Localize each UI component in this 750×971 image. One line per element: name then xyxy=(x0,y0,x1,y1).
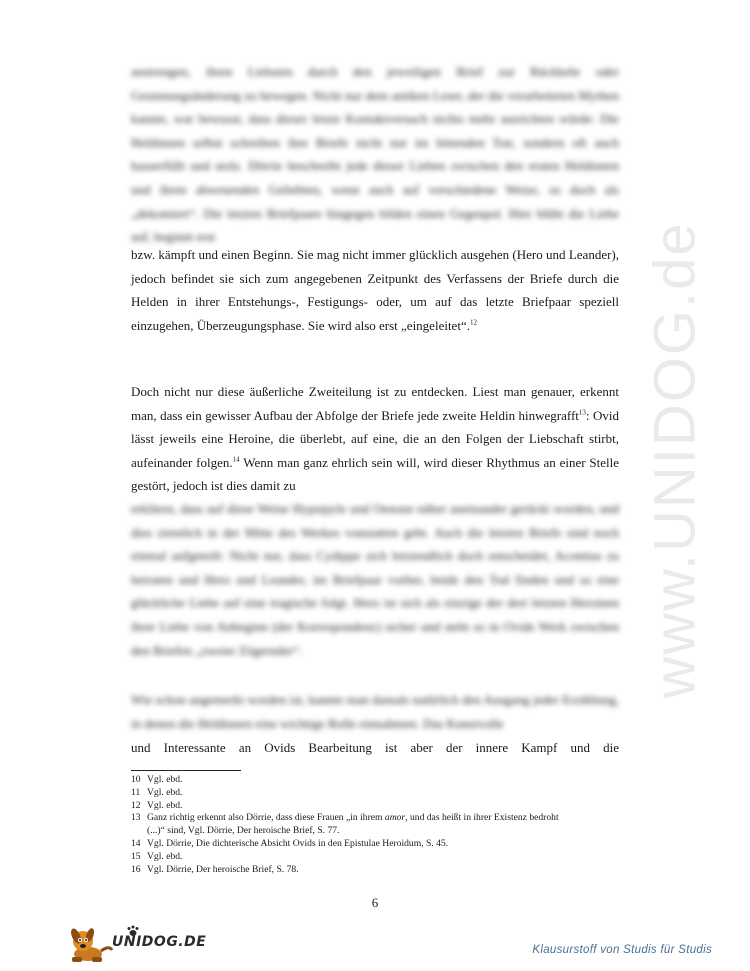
body-paragraph-2-part-1: Doch nicht nur diese äußerliche Zweiteilung ist zu entdecken. Liest man genauer, erkennt man, dass ein gewisser Aufbau der Abfolge der Briefe jede zweite Heldin hinwegrafft xyxy=(131,384,619,423)
footnote-number: 14 xyxy=(131,837,141,849)
body-paragraph-2-part-3: Wenn man ganz ehrlich sein will, wird dieser Rhythmus an einer Stelle gestört, jedoch ist dies damit zu xyxy=(131,454,620,494)
footnote-text: Vgl. Dörrie, Die dichterische Absicht Ovids in den Epistulae Heroidum, S. 45. xyxy=(147,837,449,849)
footnote xyxy=(131,864,571,877)
footnotes xyxy=(131,774,571,876)
footnote-number: 12 xyxy=(131,799,141,811)
footnote-text xyxy=(147,812,571,838)
footnote-number: 10 xyxy=(131,774,141,785)
footnote-separator xyxy=(131,770,241,771)
dog-mascot-icon xyxy=(68,924,114,964)
blurred-body-text-bottom: Wie schon angemerkt worden ist, kannte man damals natürlich den Ausgang jeder Erzählung, in denen die Heldinnen eine wichtige Rolle einnahmen. Das Kunstvolle xyxy=(131,692,619,731)
footnote-text: Vgl. ebd. xyxy=(147,774,183,785)
unidog-logo xyxy=(68,924,207,964)
footnote xyxy=(131,812,571,838)
page-number: 6 xyxy=(371,895,379,910)
footnote-text: Vgl. ebd. xyxy=(147,850,183,862)
blurred-body-text-middle: erklären, dass auf diese Weise Hypsipyle und Oenone näher aneinander gerückt worden, und dies ziemlich in der Mitte des Werkes vonstatten geht. Auch die letzten Briefe sind noch einmal aufgeteilt: Nicht nur, dass Cydippe sich letztendlich doch entscheidet, Acontius zu heiraten und Hero und Leander, im Briefpaar vorher, beide den Tod finden und so eine glückliche Liebe auf eine tragische folgt. Hero ist sich als einzige der drei letzten Heroinen ihrer Liebe von Anbeginn (der Korrespondenz) sicher und steht so in Ovids Werk zwischen den Briefen „zweier Zögernder“. xyxy=(131,501,619,658)
footnote xyxy=(131,787,571,800)
footnote-text: Vgl. Dörrie, Der heroische Brief, S. 78. xyxy=(147,863,299,875)
blurred-body-text-top: anstrengen, ihren Liebsten durch den jeweiligen Brief zur Rückkehr oder Gesinnungsänderung zu bewegen. Nicht nur dem antiken Leser, der die verarbeiteten Mythen kannte, war bewusst, dass dieser letzte Kontaktversuch nichts mehr ausrichten würde: Die Heldinnen selbst schreiben ihre Briefe nicht nur im bittenden Ton, sondern oft auch hasserfüllt und stolz. Dörrie beschreibt jede dieser Lieben zwischen den ersten Heldinnen und ihren abwesenden Geliebten, wenn auch auf verschiedene Weise, so doch als „dekomiert“. Die letzten Briefpaare hingegen bilden einen Gegenpol. Hier blüht die Liebe auf, beginnt erst xyxy=(131,64,619,245)
body-last-line: und Interessante an Ovids Bearbeitung ist aber der innere Kampf und die xyxy=(131,740,619,755)
body-paragraph-1 xyxy=(131,243,619,337)
footnote-number: 11 xyxy=(131,786,141,798)
footnote xyxy=(131,800,571,813)
footnote-text: Vgl. ebd. xyxy=(147,799,183,811)
footnote xyxy=(131,774,571,787)
footnote-ref-13: 13 xyxy=(578,408,586,417)
footnote-number: 15 xyxy=(131,850,141,862)
body-paragraph-2 xyxy=(131,380,619,498)
footnote xyxy=(131,838,571,851)
footnote-number: 16 xyxy=(131,863,141,875)
footnote-emphasis: amor xyxy=(384,812,406,824)
body-paragraph-2-part-2: : Ovid lässt jeweils eine Heroine, die überlebt, auf eine, die an den Folgen der Liebschaft stirbt, aufeinander folgen. xyxy=(131,407,619,470)
footnote-number: 13 xyxy=(131,812,141,824)
footnote xyxy=(131,851,571,864)
footnote-text: Vgl. ebd. xyxy=(147,786,183,798)
watermark-text: www.UNIDOG.de xyxy=(642,221,708,699)
logo-text: UNIDOG.DE xyxy=(112,934,207,950)
slogan-footer: Klausurstoff von Studis für Studis xyxy=(532,944,712,956)
footnote-text-part: Ganz richtig erkennt also Dörrie, dass diese Frauen „in ihrem xyxy=(147,812,385,824)
footnote-ref-14: 14 xyxy=(232,455,240,464)
watermark xyxy=(610,221,740,699)
body-paragraph-1-text: bzw. kämpft und einen Beginn. Sie mag nicht immer glücklich ausgehen (Hero und Leander), jedoch befindet sie sich zum angegebenen Zeitpunkt des Verfassens der Briefe durch die Helden in ihrer Entstehungs-, Festigungs- oder, um auf das letzte Briefpaar speziell einzugehen, Überzeugungsphase. Sie wird also erst „eingeleitet“. xyxy=(131,247,619,333)
footnote-ref-12: 12 xyxy=(469,318,477,327)
footnote-text-part: , und das heißt in ihrer Existenz bedroht (...)“ sind, Vgl. Dörrie, Der heroische Brief, S. 77. xyxy=(147,812,559,837)
